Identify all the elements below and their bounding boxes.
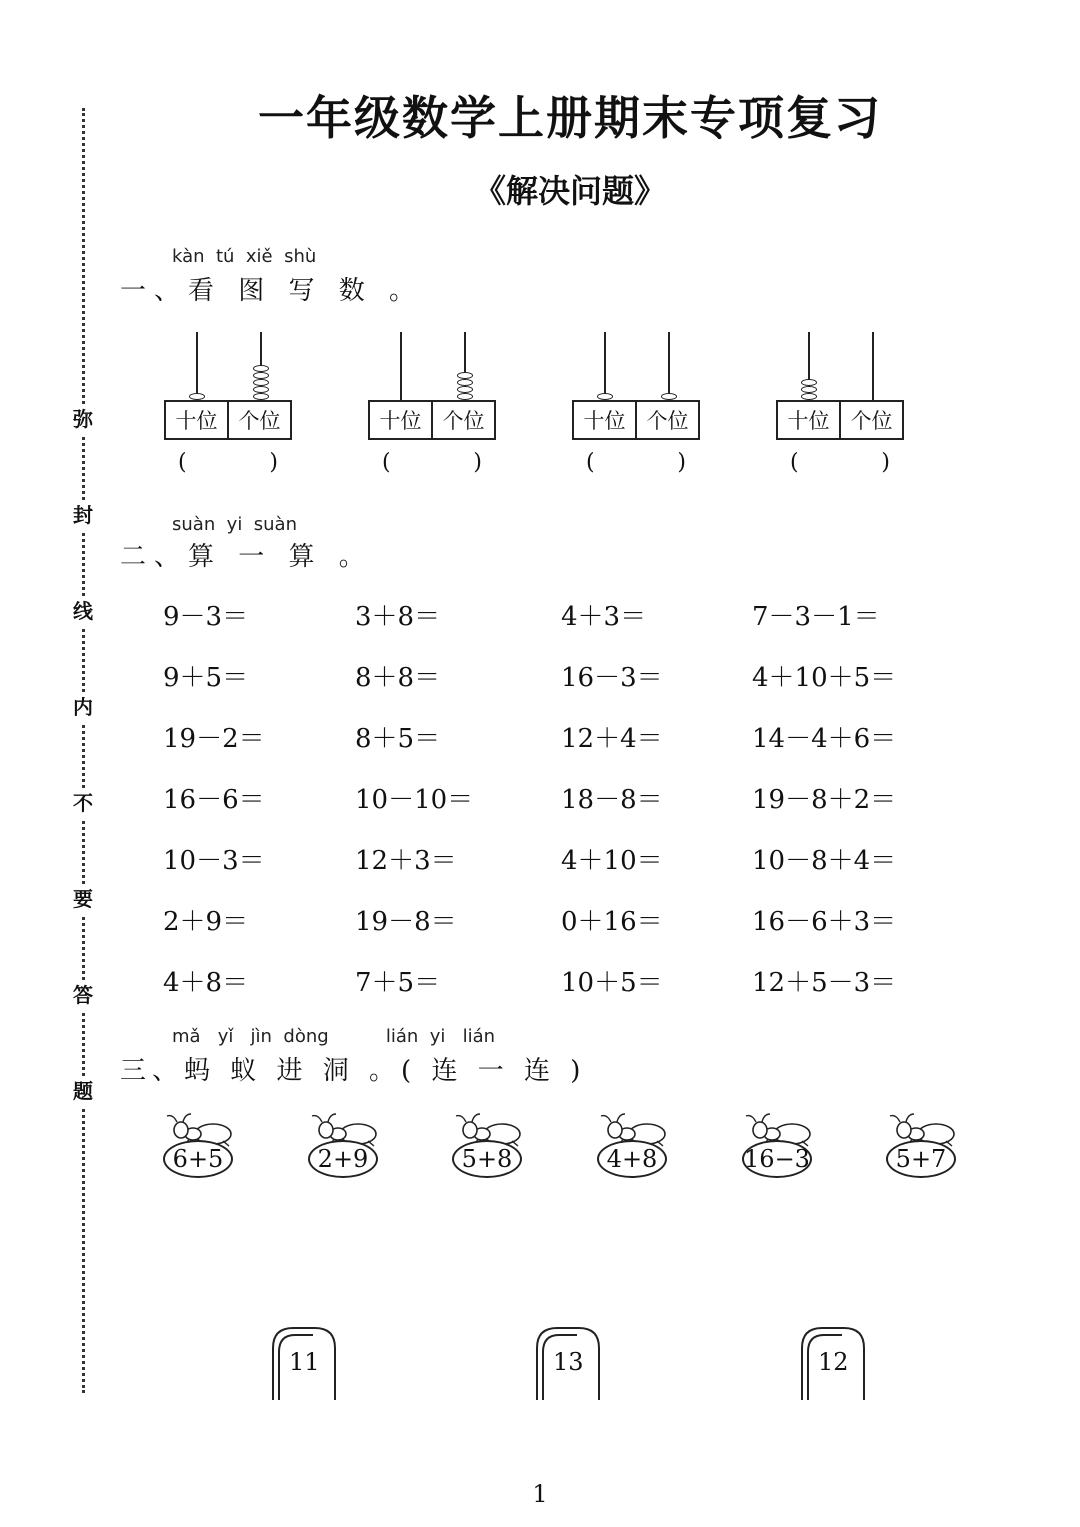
margin-char: 要 — [68, 884, 98, 914]
equation: 0＋16＝ — [561, 907, 663, 937]
ones-label: 个位 — [635, 402, 698, 438]
ant-figure — [163, 1110, 235, 1182]
tens-label: 十位 — [175, 409, 218, 433]
bead — [253, 379, 269, 386]
margin-char: 不 — [68, 788, 98, 818]
equation: 19－8＝ — [355, 907, 457, 937]
equation: 14－4＋6＝ — [752, 724, 897, 754]
equation: 16－3＝ — [561, 663, 663, 693]
ant-expression: 5+8 — [452, 1140, 522, 1178]
equation: 2＋9＝ — [163, 907, 249, 937]
equation: 16－6＝ — [163, 785, 265, 815]
paren-open: ( — [790, 450, 799, 475]
ones-label: 个位 — [839, 402, 902, 438]
bead — [253, 386, 269, 393]
ones-label: 个位 — [227, 402, 290, 438]
ant-expression: 16−3 — [742, 1140, 812, 1178]
bead — [801, 393, 817, 400]
equation: 9＋5＝ — [163, 663, 249, 693]
ant-figure — [742, 1110, 814, 1182]
paren-close: ) — [881, 450, 890, 475]
equation: 12＋4＝ — [561, 724, 663, 754]
ant-figure — [452, 1110, 524, 1182]
bead — [253, 365, 269, 372]
ant-figure — [886, 1110, 958, 1182]
bead — [457, 386, 473, 393]
margin-char: 弥 — [68, 404, 98, 434]
answer-blank — [382, 450, 482, 475]
page-subtitle: 《解决问题》 — [473, 172, 666, 210]
tens-label: 十位 — [787, 409, 830, 433]
ant-expression: 4+8 — [597, 1140, 667, 1178]
paren-close: ) — [473, 450, 482, 475]
tens-label: 十位 — [379, 409, 422, 433]
hole-number: 11 — [289, 1348, 320, 1376]
bead — [801, 386, 817, 393]
place-value-box — [572, 400, 700, 440]
equation: 3＋8＝ — [355, 602, 441, 632]
margin-char: 题 — [68, 1076, 98, 1106]
equation: 19－2＝ — [163, 724, 265, 754]
place-value-box — [164, 400, 292, 440]
page-title: 一年级数学上册期末专项复习 — [258, 91, 882, 145]
hole-number: 13 — [553, 1348, 584, 1376]
ant-expression: 5+7 — [886, 1140, 956, 1178]
bead — [457, 379, 473, 386]
equation: 10－3＝ — [163, 846, 265, 876]
abacus — [368, 332, 498, 492]
margin-char: 答 — [68, 980, 98, 1010]
place-value-box — [368, 400, 496, 440]
bead — [661, 393, 677, 400]
paren-open: ( — [178, 450, 187, 475]
tens-rod — [196, 332, 198, 400]
section2-heading: 二、算 一 算 。 — [120, 542, 373, 572]
bead — [597, 393, 613, 400]
ant-figure — [308, 1110, 380, 1182]
equation: 19－8＋2＝ — [752, 785, 897, 815]
section1-heading: 一、看 图 写 数 。 — [120, 276, 424, 306]
tens-rod — [400, 332, 402, 400]
equation: 8＋5＝ — [355, 724, 441, 754]
margin-char: 封 — [68, 500, 98, 530]
ant-hole — [535, 1326, 601, 1400]
equation: 4＋10＋5＝ — [752, 663, 897, 693]
answer-blank — [586, 450, 686, 475]
bead — [253, 372, 269, 379]
section2-pinyin: suàn yi suàn — [172, 514, 297, 535]
section1-pinyin: kàn tú xiě shù — [172, 246, 317, 267]
equation: 4＋8＝ — [163, 968, 249, 998]
section3-heading: 三、蚂 蚁 进 洞 。( 连 一 连 ) — [120, 1056, 587, 1086]
bead — [457, 393, 473, 400]
answer-blank — [178, 450, 278, 475]
equation: 4＋3＝ — [561, 602, 647, 632]
ant-hole — [800, 1326, 866, 1400]
bead — [801, 379, 817, 386]
abacus — [776, 332, 906, 492]
equation: 10＋5＝ — [561, 968, 663, 998]
ones-rod — [668, 332, 670, 400]
equation: 7－3－1＝ — [752, 602, 880, 632]
equation: 8＋8＝ — [355, 663, 441, 693]
ones-label: 个位 — [431, 402, 494, 438]
equation: 9－3＝ — [163, 602, 249, 632]
margin-char: 线 — [68, 596, 98, 626]
paren-open: ( — [586, 450, 595, 475]
equation: 12＋5－3＝ — [752, 968, 897, 998]
margin-char: 内 — [68, 692, 98, 722]
page-number: 1 — [532, 1480, 548, 1508]
section3-pinyin: mǎ yǐ jìn dòng lián yi lián — [172, 1026, 496, 1047]
ant-figure — [597, 1110, 669, 1182]
ant-expression: 2+9 — [308, 1140, 378, 1178]
answer-blank — [790, 450, 890, 475]
tens-rod — [604, 332, 606, 400]
paren-close: ) — [677, 450, 686, 475]
ones-rod — [872, 332, 874, 400]
binding-dotted-line — [82, 108, 85, 1393]
abacus — [164, 332, 294, 492]
ant-hole — [271, 1326, 337, 1400]
bead — [189, 393, 205, 400]
bead — [457, 372, 473, 379]
equation: 4＋10＝ — [561, 846, 663, 876]
equation: 16－6＋3＝ — [752, 907, 897, 937]
equation: 18－8＝ — [561, 785, 663, 815]
bead — [253, 393, 269, 400]
tens-label: 十位 — [583, 409, 626, 433]
equation: 12＋3＝ — [355, 846, 457, 876]
place-value-box — [776, 400, 904, 440]
equation: 10－10＝ — [355, 785, 474, 815]
paren-open: ( — [382, 450, 391, 475]
equation: 10－8＋4＝ — [752, 846, 897, 876]
paren-close: ) — [269, 450, 278, 475]
equation: 7＋5＝ — [355, 968, 441, 998]
hole-number: 12 — [818, 1348, 849, 1376]
abacus — [572, 332, 702, 492]
ant-expression: 6+5 — [163, 1140, 233, 1178]
